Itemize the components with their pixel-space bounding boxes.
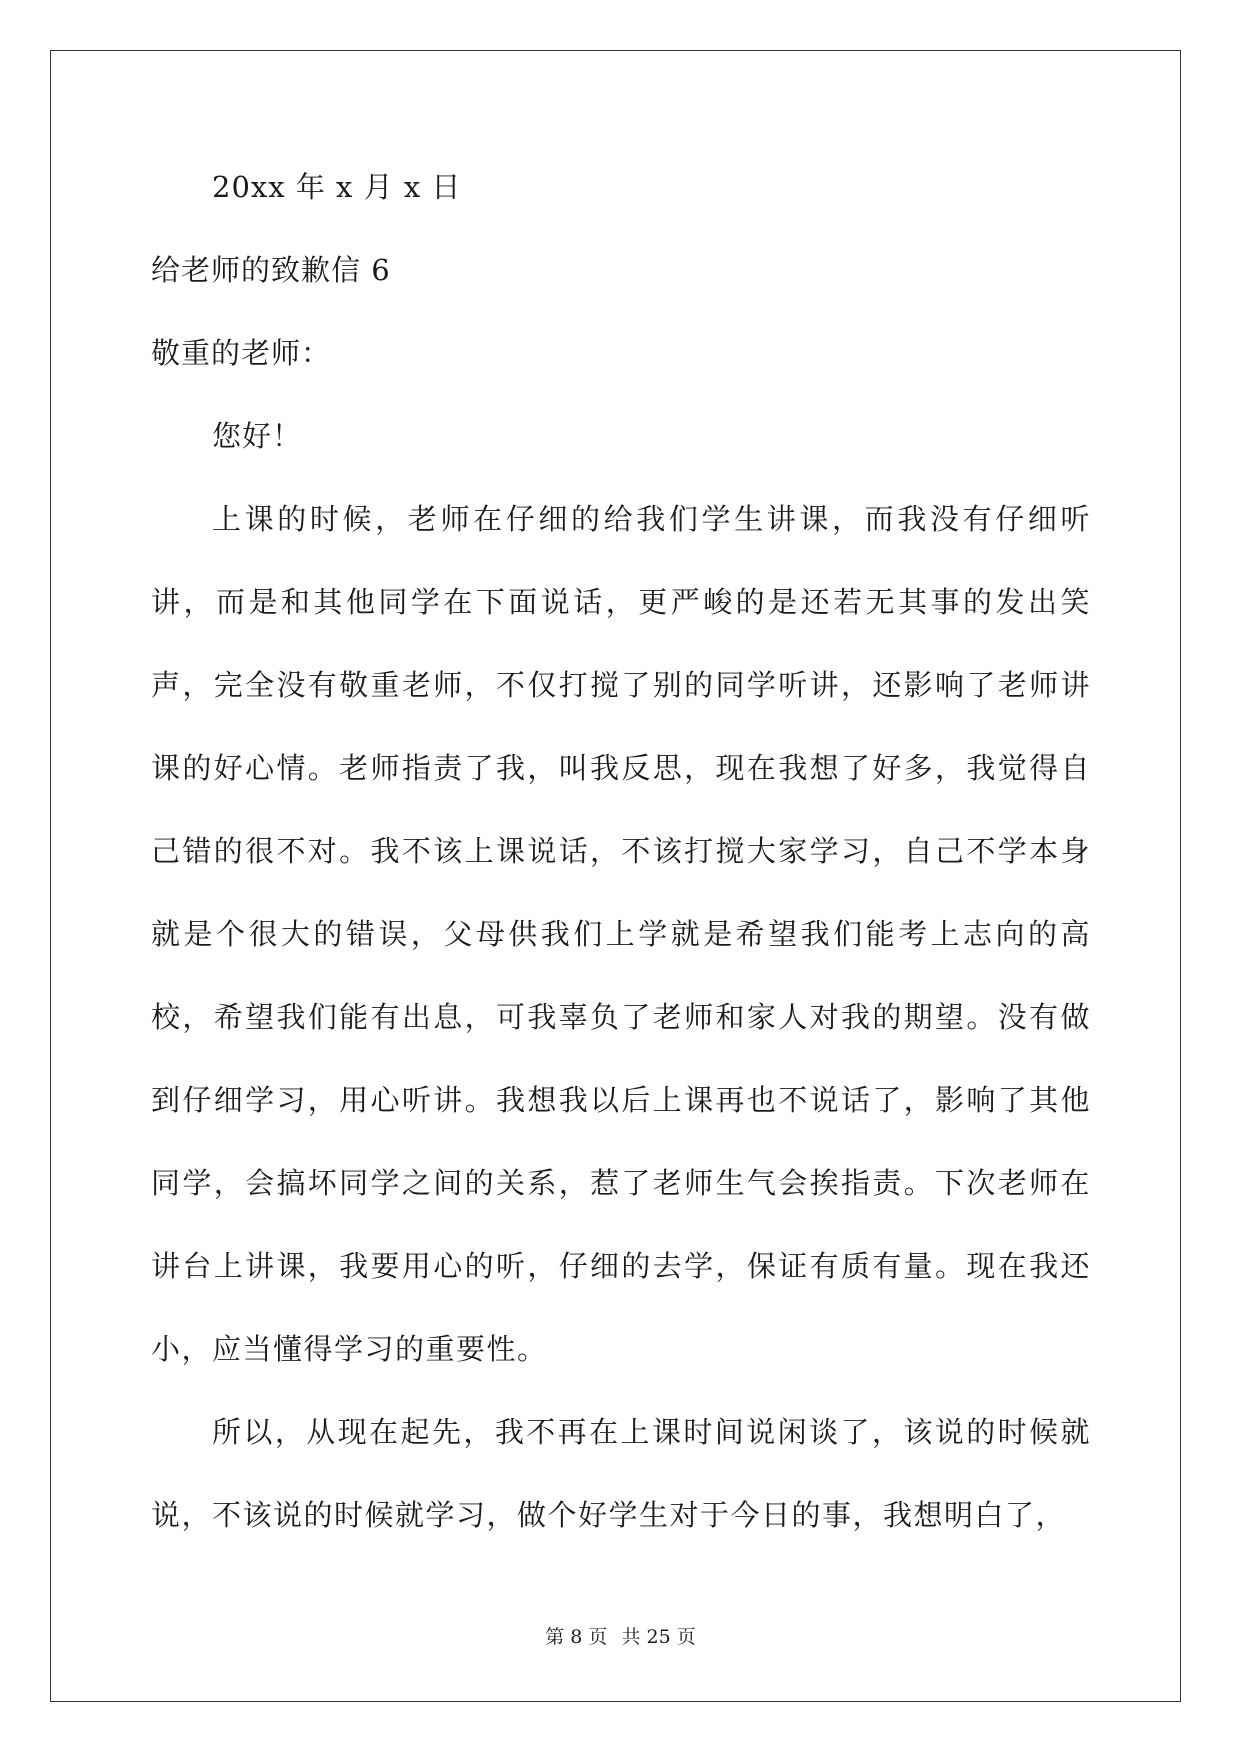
date-line: 20xx 年 x 月 x 日 <box>212 170 462 204</box>
page-number: 第 8 页 <box>545 1626 608 1648</box>
greeting: 您好！ <box>212 419 303 453</box>
letter-paragraphs <box>151 478 1091 1557</box>
page-footer <box>0 1622 1241 1649</box>
paragraph-2: 所以，从现在起先，我不再在上课时间说闲谈了，该说的时候就说，不该说的时候就学习，做个好学生对于今日的事，我想明白了， <box>151 1415 1091 1532</box>
document-body <box>151 160 1091 1557</box>
paragraph-1: 上课的时候，老师在仔细的给我们学生讲课，而我没有仔细听讲，而是和其他同学在下面说话，更严峻的是还若无其事的发出笑声，完全没有敬重老师，不仅打搅了别的同学听讲，还影响了老师讲课的好心情。老师指责了我，叫我反思，现在我想了好多，我觉得自己错的很不对。我不该上课说话，不该打搅大家学习，自己不学本身就是个很大的错误，父母供我们上学就是希望我们能考上志向的高校，希望我们能有出息，可我辜负了老师和家人对我的期望。没有做到仔细学习，用心听讲。我想我以后上课再也不说话了，影响了其他同学，会搞坏同学之间的关系，惹了老师生气会挨指责。下次老师在讲台上讲课，我要用心的听，仔细的去学，保证有质有量。现在我还小，应当懂得学习的重要性。 <box>151 502 1091 1366</box>
letter-title: 给老师的致歉信 6 <box>151 253 391 287</box>
page-total: 共 25 页 <box>621 1626 696 1648</box>
salutation: 敬重的老师： <box>151 336 332 370</box>
